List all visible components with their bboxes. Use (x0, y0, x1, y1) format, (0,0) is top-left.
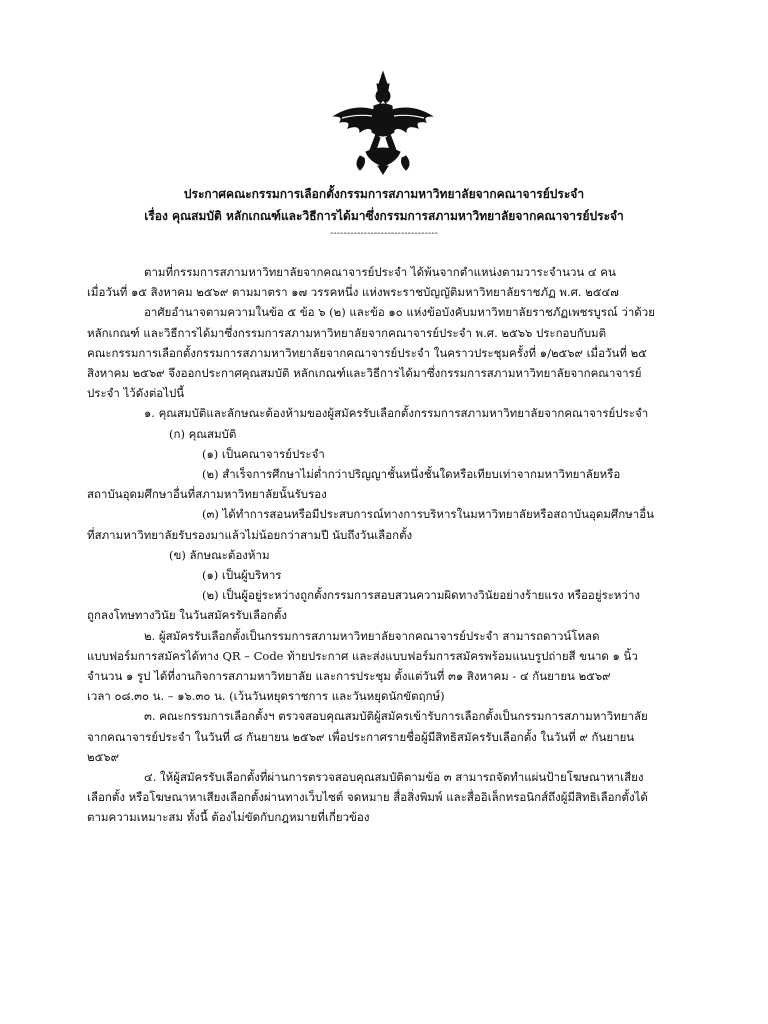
section-heading: ๔. ให้ผู้สมัครรับเลือกตั้งที่ผ่านการตรวจสอบคุณสมบัติตามข้อ ๓ สามารถจัดทำแผ่นป้ายโฆษณาหาเสียง (144, 770, 644, 785)
body-line: ที่สภามหาวิทยาลัยรับรองมาแล้วไม่น้อยกว่าสามปี นับถึงวันเลือกตั้ง (87, 527, 413, 542)
header-divider: -------------------------------- (329, 228, 439, 239)
body-line: อาศัยอำนาจตามความในข้อ ๕ ข้อ ๖ (๒) และข้อ ๑๐ แห่งข้อบังคับมหาวิทยาลัยราชภัฏเพชรบูรณ์ ว่าด้วย (144, 305, 655, 320)
body-line: เลือกตั้ง หรือโฆษณาหาเสียงเลือกตั้งผ่านทางเว็บไซต์ จดหมาย สื่อสิ่งพิมพ์ และสื่ออิเล็กทรอนิกส์ถึงผู้มีสิทธิเลือกตั้งได้ (87, 790, 648, 805)
body-line: คณะกรรมการเลือกตั้งกรรมการสภามหาวิทยาลัยจากคณาจารย์ประจำ ในคราวประชุมครั้งที่ ๑/๒๕๖๙ เมื่อวันที่ ๒๕ (87, 345, 647, 360)
section-heading: ๑. คุณสมบัติและลักษณะต้องห้ามของผู้สมัครรับเลือกตั้งกรรมการสภามหาวิทยาลัยจากคณาจารย์ประจำ (144, 406, 649, 421)
list-item: (๒) เป็นผู้อยู่ระหว่างถูกตั้งกรรมการสอบสวนความผิดทางวินัยอย่างร้ายแรง หรืออยู่ระหว่าง (202, 588, 641, 603)
body-line: จำนวน ๑ รูป ได้ที่งานกิจการสภามหาวิทยาลัย และการประชุม ตั้งแต่วันที่ ๓๑ สิงหาคม - ๔ กันยายน ๒๕๖๙ (87, 669, 611, 684)
list-item: (๑) เป็นคณาจารย์ประจำ (202, 446, 325, 461)
body-line: เวลา ๐๘.๓๐ น. – ๑๖.๓๐ น. (เว้นวันหยุดราชการ และวันหยุดนักขัตฤกษ์) (87, 689, 445, 704)
announcement-body (87, 262, 687, 828)
body-line: ตามความเหมาะสม ทั้งนี้ ต้องไม่ขัดกับกฎหมายที่เกี่ยวข้อง (87, 810, 370, 825)
announcement-title: ประกาศคณะกรรมการเลือกตั้งกรรมการสภามหาวิทยาลัยจากคณาจารย์ประจำ (183, 187, 585, 201)
announcement-subject: เรื่อง คุณสมบัติ หลักเกณฑ์และวิธีการได้มาซึ่งกรรมการสภามหาวิทยาลัยจากคณาจารย์ประจำ (144, 209, 624, 223)
subsection-heading: (ก) คุณสมบัติ (169, 426, 237, 441)
body-line: แบบฟอร์มการสมัครได้ทาง QR – Code ท้ายประกาศ และส่งแบบฟอร์มการสมัครพร้อมแนบรูปถ่ายสี ขนาด ๑ นิ้ว (87, 648, 638, 663)
body-line: เมื่อวันที่ ๑๕ สิงหาคม ๒๕๖๙ ตามมาตรา ๑๗ วรรคหนึ่ง แห่งพระราชบัญญัติมหาวิทยาลัยราชภัฏ พ.ศ. ๒๕๔๗ (87, 285, 619, 300)
garuda-emblem-icon (330, 70, 436, 176)
body-line: ๒๕๖๙ (87, 749, 120, 764)
section-heading: ๒. ผู้สมัครรับเลือกตั้งเป็นกรรมการสภามหาวิทยาลัยจากคณาจารย์ประจำ สามารถดาวน์โหลด (144, 628, 600, 643)
subsection-heading: (ข) ลักษณะต้องห้าม (169, 547, 270, 562)
body-line: ถูกลงโทษทางวินัย ในวันสมัครรับเลือกตั้ง (87, 608, 287, 623)
body-line: สิงหาคม ๒๕๖๙ จึงออกประกาศคุณสมบัติ หลักเกณฑ์และวิธีการได้มาซึ่งกรรมการสภามหาวิทยาลัยจากคณาจารย์ (87, 366, 642, 381)
section-heading: ๓. คณะกรรมการเลือกตั้งฯ ตรวจสอบคุณสมบัติผู้สมัครเข้ารับการเลือกตั้งเป็นกรรมการสภามหาวิทยาลัย (144, 709, 648, 724)
list-item: (๑) เป็นผู้บริหาร (202, 568, 282, 583)
body-line: สถาบันอุดมศึกษาอื่นที่สภามหาวิทยาลัยนั้นรับรอง (87, 487, 327, 502)
body-line: ตามที่กรรมการสภามหาวิทยาลัยจากคณาจารย์ประจำ ได้พ้นจากตำแหน่งตามวาระจำนวน ๔ คน (144, 265, 616, 279)
body-line: ประจำ ไว้ดังต่อไปนี้ (87, 386, 185, 401)
body-line: หลักเกณฑ์ และวิธีการได้มาซึ่งกรรมการสภามหาวิทยาลัยจากคณาจารย์ประจำ พ.ศ. ๒๕๖๖ ประกอบกับมติ (87, 325, 607, 340)
body-line: จากคณาจารย์ประจำ ในวันที่ ๘ กันยายน ๒๕๖๙ เพื่อประกาศรายชื่อผู้มีสิทธิสมัครรับเลือกตั้ง ในวันที่ ๙ กันยายน (87, 729, 635, 744)
list-item: (๒) สำเร็จการศึกษาไม่ต่ำกว่าปริญญาชั้นหนึ่งชั้นใดหรือเทียบเท่าจากมหาวิทยาลัยหรือ (202, 467, 621, 482)
list-item: (๓) ได้ทำการสอนหรือมีประสบการณ์ทางการบริหารในมหาวิทยาลัยหรือสถาบันอุดมศึกษาอื่น (202, 507, 654, 522)
announcement-header (60, 183, 708, 241)
